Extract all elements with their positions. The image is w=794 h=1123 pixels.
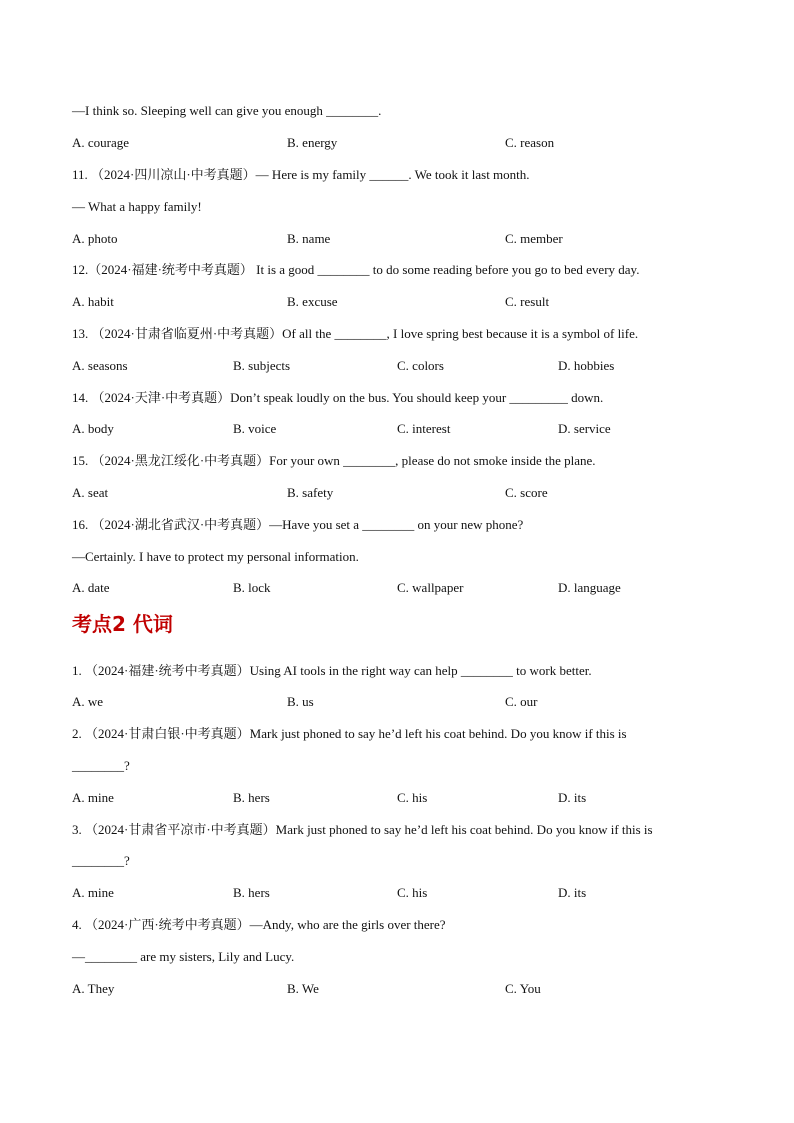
option-b: B. voice (233, 421, 277, 436)
option-d: D. its (558, 790, 587, 805)
question-text: —I think so. Sleeping well can give you enough ________. (72, 103, 382, 118)
section-heading: 考点2 代词 (72, 612, 173, 636)
option-a: A. They (72, 981, 115, 996)
question-text: ________? (72, 853, 130, 868)
option-c: C. our (505, 694, 538, 709)
option-c: C. You (505, 981, 541, 996)
option-c: C. score (505, 485, 548, 500)
option-b: B. We (287, 981, 319, 996)
question-text: — What a happy family! (72, 199, 202, 214)
question-text: 4. （2024·广西·统考中考真题）—Andy, who are the girls over there? (72, 917, 446, 932)
options-row (72, 790, 772, 806)
option-c: C. member (505, 231, 563, 246)
options-row (72, 885, 772, 901)
question-text: 16. （2024·湖北省武汉·中考真题）—Have you set a ________ on your new phone? (72, 517, 524, 532)
options-row (72, 294, 772, 310)
option-d: D. service (558, 421, 611, 436)
options-row (72, 981, 772, 997)
options-row (72, 231, 772, 247)
option-a: A. mine (72, 885, 114, 900)
question-text: ________? (72, 758, 130, 773)
option-a: A. seat (72, 485, 109, 500)
option-a: A. seasons (72, 358, 128, 373)
options-row (72, 135, 772, 151)
option-a: A. photo (72, 231, 118, 246)
option-d: D. hobbies (558, 358, 615, 373)
question-text: —________ are my sisters, Lily and Lucy. (72, 949, 295, 964)
option-a: A. date (72, 580, 110, 595)
options-row (72, 485, 772, 501)
option-a: A. body (72, 421, 114, 436)
option-d: D. its (558, 885, 587, 900)
option-b: B. energy (287, 135, 338, 150)
question-text: 3. （2024·甘肃省平凉市·中考真题）Mark just phoned to say he’d left his coat behind. Do you know if this is (72, 822, 653, 837)
option-c: C. his (397, 790, 428, 805)
option-b: B. subjects (233, 358, 291, 373)
question-text: 2. （2024·甘肃白银·中考真题）Mark just phoned to say he’d left his coat behind. Do you know if this is (72, 726, 627, 741)
option-b: B. us (287, 694, 314, 709)
question-text: 15. （2024·黑龙江绥化·中考真题）For your own ________, please do not smoke inside the plane. (72, 453, 596, 468)
question-text: 13. （2024·甘肃省临夏州·中考真题）Of all the ________, I love spring best because it is a symbol of life. (72, 326, 639, 341)
options-row (72, 421, 772, 437)
option-a: A. courage (72, 135, 130, 150)
option-c: C. result (505, 294, 550, 309)
options-row (72, 580, 772, 596)
question-text: —Certainly. I have to protect my personal information. (72, 549, 359, 564)
option-a: A. mine (72, 790, 114, 805)
question-text: 11. （2024·四川凉山·中考真题）— Here is my family ______. We took it last month. (72, 167, 530, 182)
option-a: A. habit (72, 294, 114, 309)
option-c: C. wallpaper (397, 580, 464, 595)
option-b: B. hers (233, 790, 270, 805)
question-text: 12.（2024·福建·统考中考真题） It is a good ________ to do some reading before you go to bed every day. (72, 262, 640, 277)
option-a: A. we (72, 694, 104, 709)
option-b: B. safety (287, 485, 334, 500)
option-d: D. language (558, 580, 621, 595)
options-row (72, 358, 772, 374)
option-c: C. interest (397, 421, 451, 436)
option-c: C. colors (397, 358, 444, 373)
option-c: C. reason (505, 135, 555, 150)
option-b: B. name (287, 231, 331, 246)
option-b: B. hers (233, 885, 270, 900)
options-row (72, 694, 772, 710)
option-b: B. lock (233, 580, 271, 595)
question-text: 1. （2024·福建·统考中考真题）Using AI tools in the right way can help ________ to work better. (72, 663, 592, 678)
question-text: 14. （2024·天津·中考真题）Don’t speak loudly on the bus. You should keep your _________ down. (72, 390, 604, 405)
option-b: B. excuse (287, 294, 338, 309)
option-c: C. his (397, 885, 428, 900)
